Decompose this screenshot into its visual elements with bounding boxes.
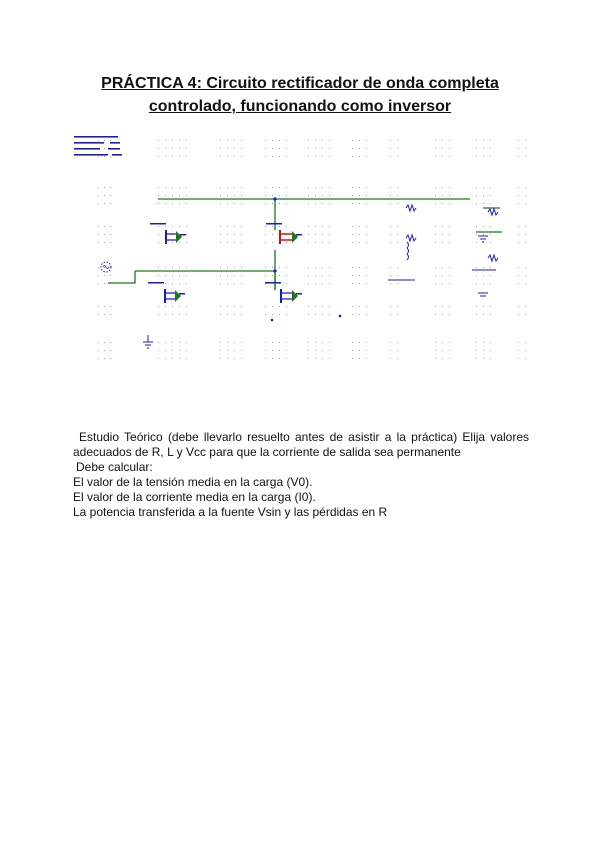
page-title [60, 72, 540, 118]
thyristor-t4 [265, 282, 302, 303]
paragraph-potencia: La potencia transferida a la fuente Vsin y las pérdidas en R [73, 505, 388, 519]
title-line-1: PRÁCTICA 4: Circuito rectificador de onda completa [101, 75, 499, 92]
dc-source-vcc [472, 209, 498, 296]
schematic-header-block [74, 136, 122, 156]
thyristor-t3 [148, 282, 185, 303]
paragraph-tension-media: El valor de la tensión media en la carga (V0). [73, 475, 313, 489]
circuit-schematic [70, 130, 535, 365]
ac-source [101, 262, 111, 272]
ground-symbol [143, 335, 153, 348]
body-text [73, 430, 529, 520]
schematic-grid [98, 140, 526, 359]
paragraph-corriente-media: El valor de la corriente media en la carga (I0). [73, 490, 316, 504]
paragraph-estudio-teorico: Estudio Teórico (debe llevarlo resuelto antes de asistir a la práctica) Elija valores adecuados de R, L y Vcc para que la corriente de salida sea permanente [73, 430, 529, 459]
thyristor-t1 [150, 223, 186, 244]
paragraph-debe-calcular: Debe calcular: [76, 460, 153, 474]
load-resistor-inductor [388, 205, 416, 280]
thyristor-t2 [266, 223, 302, 244]
schematic-wires [108, 199, 502, 290]
title-line-2: controlado, funcionando como inversor [148, 98, 452, 115]
